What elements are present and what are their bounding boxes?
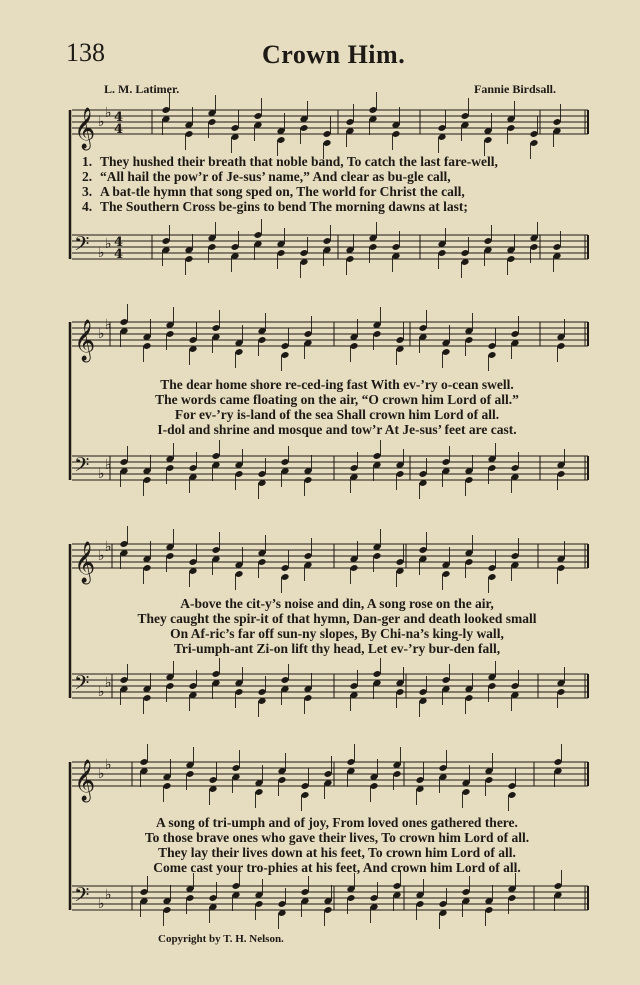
lyric-line: 1. They hushed their breath that noble band, To catch the last fare-well, bbox=[82, 154, 498, 169]
lyricist-credit: Fannie Birdsall. bbox=[473, 82, 556, 96]
treble-clef-icon: 𝄞 bbox=[74, 542, 96, 583]
flat-icon: ♭ bbox=[98, 766, 105, 782]
lyric-line: Tri-umph-ant Zi-on lift thy head, Let ev-’ry bur-den fall, bbox=[173, 641, 501, 656]
bass-clef-icon: 𝄢 bbox=[74, 671, 90, 699]
time-signature-digit: 4 bbox=[114, 247, 124, 262]
composer-credit: L. M. Latimer. bbox=[104, 82, 180, 96]
flat-icon: ♭ bbox=[98, 466, 105, 482]
lyrics-block-2 bbox=[82, 377, 592, 437]
bass-clef-icon: 𝄢 bbox=[74, 232, 90, 260]
lyric-line: 2. “All hail the pow’r of Je-sus’ name,” And clear as bu-gle call, bbox=[82, 169, 451, 184]
flat-icon: ♭ bbox=[105, 317, 112, 333]
flat-icon: ♭ bbox=[98, 684, 105, 700]
flat-icon: ♭ bbox=[105, 457, 112, 473]
lyric-line: Come cast your tro-phies at his feet, And crown him Lord of all. bbox=[153, 860, 521, 875]
bass-clef-icon: 𝄢 bbox=[74, 453, 90, 481]
flat-icon: ♭ bbox=[105, 757, 112, 773]
treble-clef-icon: 𝄞 bbox=[74, 108, 96, 149]
flat-icon: ♭ bbox=[98, 326, 105, 342]
time-signature-digit: 4 bbox=[114, 122, 124, 137]
flat-icon: ♭ bbox=[98, 548, 105, 564]
lyrics-block-4 bbox=[82, 815, 592, 875]
flat-icon: ♭ bbox=[105, 236, 112, 252]
flat-icon: ♭ bbox=[98, 896, 105, 912]
lyric-line: 3. A bat-tle hymn that song sped on, The world for Christ the call, bbox=[82, 184, 465, 199]
lyric-line: They lay their lives down at his feet, To crown him Lord of all. bbox=[158, 845, 516, 860]
time-signature-digit: 4 bbox=[114, 110, 124, 125]
time-signature-digit: 4 bbox=[114, 235, 124, 250]
lyric-line: The words came floating on the air, “O crown him Lord of all.” bbox=[155, 392, 519, 407]
page-number: 138 bbox=[66, 38, 105, 67]
flat-icon: ♭ bbox=[105, 887, 112, 903]
lyric-line: 4. The Southern Cross be-gins to bend The morning dawns at last; bbox=[82, 199, 468, 214]
hymn-title: Crown Him. bbox=[262, 40, 406, 69]
lyric-line: A-bove the cit-y’s noise and din, A song rose on the air, bbox=[180, 596, 494, 611]
flat-icon: ♭ bbox=[98, 114, 105, 130]
flat-icon: ♭ bbox=[105, 105, 112, 121]
lyric-line: For ev-’ry is-land of the sea Shall crown him Lord of all. bbox=[174, 407, 500, 422]
lyric-line: They caught the spir-it of that hymn, Dan-ger and death looked small bbox=[137, 611, 537, 626]
flat-icon: ♭ bbox=[105, 675, 112, 691]
treble-clef-icon: 𝄞 bbox=[74, 760, 96, 801]
bass-clef-icon: 𝄢 bbox=[74, 883, 90, 911]
flat-icon: ♭ bbox=[105, 539, 112, 555]
flat-icon: ♭ bbox=[98, 245, 105, 261]
lyric-line: I-dol and shrine and mosque and tow’r At Je-sus’ feet are cast. bbox=[157, 422, 517, 437]
lyrics-block-1 bbox=[82, 154, 592, 214]
copyright-notice: Copyright by T. H. Nelson. bbox=[158, 933, 284, 945]
lyric-line: The dear home shore re-ced-ing fast With ev-’ry o-cean swell. bbox=[160, 377, 514, 392]
treble-clef-icon: 𝄞 bbox=[74, 320, 96, 361]
lyric-line: On Af-ric’s far off sun-ny slopes, By Chi-na’s king-ly wall, bbox=[170, 626, 504, 641]
lyrics-block-3 bbox=[82, 596, 592, 656]
lyric-line: A song of tri-umph and of joy, From loved ones gathered there. bbox=[156, 815, 518, 830]
lyric-line: To those brave ones who gave their lives, To crown him Lord of all. bbox=[144, 830, 530, 845]
